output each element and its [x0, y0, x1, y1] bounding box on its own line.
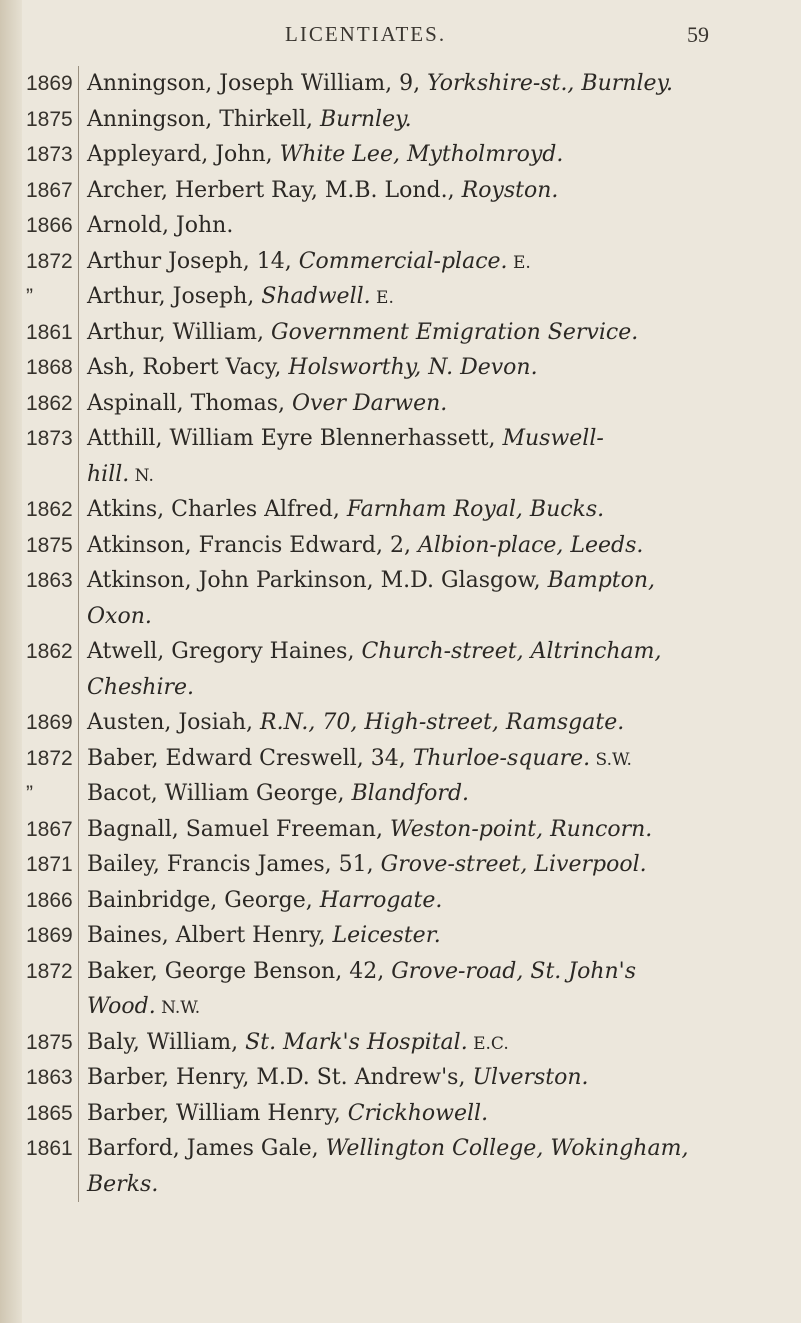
entry-name: Appleyard, John,: [87, 142, 280, 167]
year-cell: [26, 599, 78, 635]
list-item: [87, 66, 797, 102]
entry-name: Atwell, Gregory Haines,: [87, 639, 362, 664]
entry-place: Ulverston.: [472, 1065, 589, 1090]
list-item: [87, 137, 797, 173]
year-cell: 1873: [26, 143, 73, 166]
page-edge: [0, 0, 22, 1323]
entry-place: Harrogate.: [319, 887, 443, 913]
entry-district: E.: [370, 288, 394, 308]
entry-place: Government Emigration Service.: [271, 319, 639, 345]
entry-name: Atthill, William Eyre Blennerhassett,: [87, 426, 503, 451]
entry-district: E.C.: [467, 1033, 509, 1054]
entry-name: Atkinson, John Parkinson, M.D. Glasgow,: [87, 568, 548, 593]
year-cell: [26, 670, 78, 706]
entry-place: Leicester.: [332, 923, 441, 948]
year-cell: 1866: [26, 214, 73, 237]
entry-place: Over Darwen.: [291, 390, 448, 416]
list-item: [87, 173, 797, 209]
list-item: [87, 883, 797, 919]
list-item: [87, 1167, 797, 1203]
entry-name: Baines, Albert Henry,: [87, 923, 333, 948]
entry-place: Thurloe-square.: [412, 745, 591, 771]
entry-place: Yorkshire-st., Burnley.: [427, 71, 673, 96]
year-cell: ”: [26, 285, 33, 308]
list-item: [87, 1096, 797, 1132]
entry-name: Baly, William,: [87, 1029, 246, 1055]
list-item: [87, 705, 797, 741]
entry-name: Anningson, Thirkell,: [87, 106, 321, 132]
year-cell: 1863: [26, 569, 73, 592]
year-cell: 1875: [26, 533, 73, 557]
entry-name: Ash, Robert Vacy,: [87, 355, 289, 380]
entry-place: Wellington College, Wokingham,: [325, 1136, 689, 1161]
entry-place: Church-street, Altrincham,: [361, 639, 662, 664]
list-item: [87, 244, 797, 280]
entry-name: Atkins, Charles Alfred,: [87, 497, 347, 522]
year-cell: 1868: [26, 356, 73, 379]
list-item: [87, 528, 797, 564]
year-cell: 1872: [26, 959, 73, 983]
entry-name: Barber, William Henry,: [87, 1100, 348, 1126]
entry-place: Berks.: [87, 1171, 159, 1197]
year-cell: [26, 989, 78, 1025]
list-item: [87, 563, 797, 599]
entry-name: Baker, George Benson, 42,: [87, 958, 392, 984]
entry-place: Oxon.: [87, 603, 152, 629]
year-cell: [26, 1167, 78, 1203]
entry-place: Shadwell.: [261, 284, 371, 309]
entry-place: Farnham Royal, Bucks.: [346, 497, 605, 522]
year-cell: 1867: [26, 817, 73, 841]
entry-place: Grove-street, Liverpool.: [380, 852, 647, 877]
year-cell: 1863: [26, 1066, 73, 1089]
year-cell: [26, 457, 78, 493]
entry-name: Bagnall, Samuel Freeman,: [87, 816, 390, 842]
year-cell: 1862: [26, 640, 73, 663]
entry-name: Barford, James Gale,: [87, 1136, 326, 1161]
year-cell: 1867: [26, 178, 73, 202]
year-column: [26, 66, 79, 1202]
entry-place: Crickhowell.: [347, 1100, 489, 1126]
list-item: [87, 1025, 797, 1061]
entry-place: Holsworthy, N. Devon.: [288, 355, 538, 380]
list-item: [87, 776, 797, 812]
entry-name: Bacot, William George,: [87, 781, 352, 806]
list-item: [87, 989, 797, 1025]
year-cell: 1873: [26, 427, 73, 450]
entry-name: Arthur Joseph, 14,: [87, 248, 299, 274]
entry-name: Arthur, William,: [87, 319, 272, 345]
entry-place: Muswell-: [502, 426, 604, 451]
entry-place: Burnley.: [320, 106, 412, 132]
list-item: [87, 954, 797, 990]
list-item: [87, 421, 797, 457]
entry-list: [87, 66, 797, 1202]
year-cell: ”: [26, 782, 33, 805]
entry-name: Bainbridge, George,: [87, 887, 320, 913]
entry-place: Commercial-place.: [298, 248, 508, 274]
year-cell: 1866: [26, 888, 73, 912]
year-cell: 1872: [26, 249, 73, 273]
year-cell: 1862: [26, 498, 73, 521]
entry-place: R.N., 70, High-street, Ramsgate.: [260, 710, 625, 735]
year-cell: 1875: [26, 1030, 73, 1054]
entry-district: N.: [129, 465, 154, 486]
list-item: [87, 208, 797, 244]
year-cell: 1865: [26, 1101, 73, 1125]
entry-name: Baber, Edward Creswell, 34,: [87, 745, 413, 771]
year-cell: 1869: [26, 711, 73, 734]
year-cell: 1872: [26, 746, 73, 770]
entry-district: N.W.: [155, 998, 201, 1018]
year-cell: 1869: [26, 924, 73, 947]
entry-place: White Lee, Mytholmroyd.: [279, 142, 564, 167]
year-cell: 1869: [26, 72, 73, 95]
list-item: [87, 102, 797, 138]
entry-place: Bampton,: [547, 568, 656, 593]
list-item: [87, 670, 797, 706]
entry-place: Grove-road, St. John's: [391, 958, 637, 984]
entry-place: Wood.: [87, 994, 156, 1019]
entry-name: Arthur, Joseph,: [87, 284, 262, 309]
list-item: [87, 315, 797, 351]
entry-name: Bailey, Francis James, 51,: [87, 852, 381, 877]
list-item: [87, 492, 797, 528]
page-number: 59: [687, 22, 709, 47]
entry-place: St. Mark's Hospital.: [245, 1029, 468, 1055]
list-item: [87, 457, 797, 493]
year-cell: 1862: [26, 391, 73, 415]
list-item: [87, 386, 797, 422]
year-cell: 1871: [26, 853, 73, 876]
entry-name: Austen, Josiah,: [87, 710, 261, 735]
entry-place: hill.: [87, 461, 130, 487]
entry-name: Archer, Herbert Ray, M.B. Lond.,: [87, 177, 462, 203]
entry-place: Weston-point, Runcorn.: [389, 816, 653, 842]
year-cell: 1861: [26, 1137, 73, 1160]
list-item: [87, 279, 797, 315]
page-header: [0, 22, 801, 52]
entry-name: Anningson, Joseph William, 9,: [87, 71, 428, 96]
entry-place: Blandford.: [351, 781, 470, 806]
list-item: [87, 812, 797, 848]
list-item: [87, 741, 797, 777]
list-item: [87, 918, 797, 954]
entry-district: E.: [507, 252, 531, 273]
entry-name: Arnold, John.: [87, 213, 234, 238]
list-item: [87, 1060, 797, 1096]
list-item: [87, 634, 797, 670]
entry-name: Aspinall, Thomas,: [87, 390, 292, 416]
list-item: [87, 847, 797, 883]
entry-place: Royston.: [461, 177, 559, 203]
list-item: [87, 1131, 797, 1167]
year-cell: 1861: [26, 320, 73, 344]
running-title: LICENTIATES.: [285, 22, 447, 46]
list-item: [87, 350, 797, 386]
list-item: [87, 599, 797, 635]
entry-place: Cheshire.: [87, 674, 195, 700]
entry-name: Atkinson, Francis Edward, 2,: [87, 532, 418, 558]
entry-name: Barber, Henry, M.D. St. Andrew's,: [87, 1065, 473, 1090]
entry-district: S.W.: [590, 749, 632, 770]
year-cell: 1875: [26, 107, 73, 131]
entry-place: Albion-place, Leeds.: [417, 532, 644, 558]
